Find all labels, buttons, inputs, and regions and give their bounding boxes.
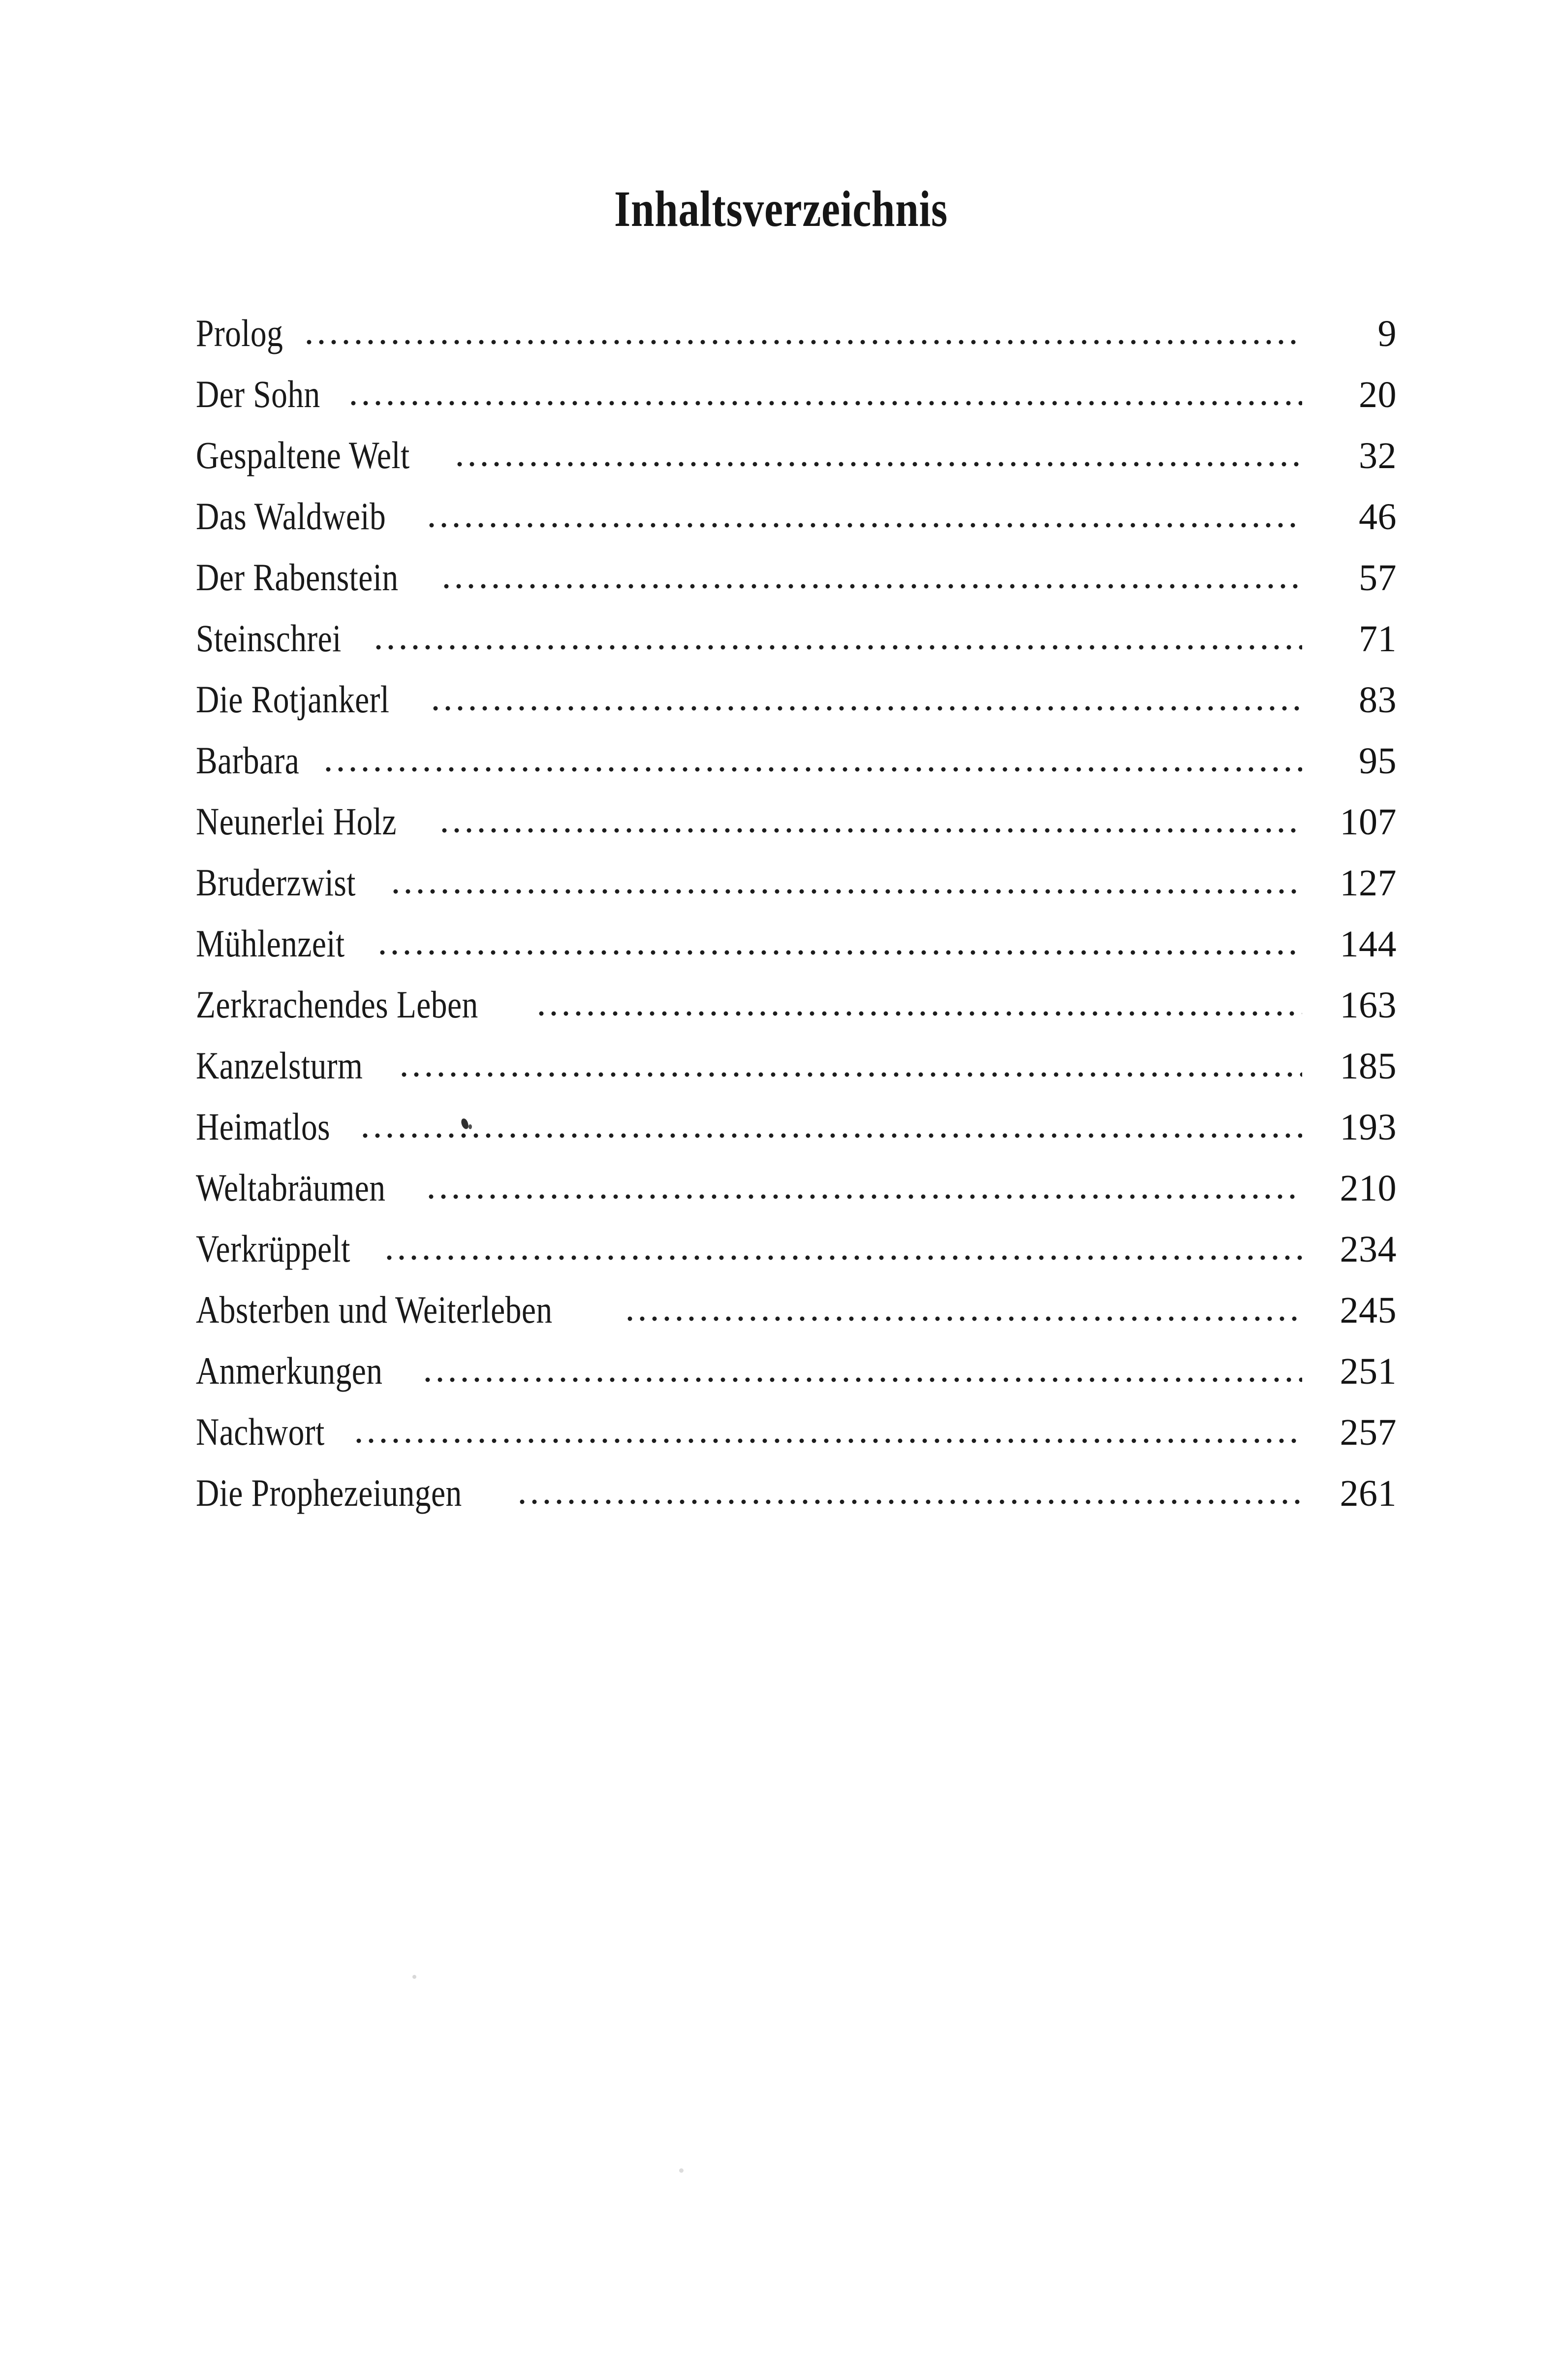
- page-title: Inhaltsverzeichnis: [614, 181, 948, 237]
- toc-entry[interactable]: [196, 1044, 1397, 1108]
- toc-entry[interactable]: [196, 680, 1397, 741]
- toc-dot-leader: [307, 338, 1302, 346]
- toc-entry-label: Steinschrei: [196, 617, 342, 660]
- toc-entry-label: Prolog: [196, 312, 283, 354]
- toc-entry-label: Barbara: [196, 739, 300, 782]
- toc-entry-page-number: 210: [1340, 1168, 1397, 1209]
- toc-entry-page-number: 107: [1340, 801, 1397, 843]
- toc-entry-label: Bruderzwist: [196, 861, 356, 904]
- toc-dot-leader: [356, 1437, 1302, 1445]
- toc-entry[interactable]: [196, 1349, 1397, 1413]
- toc-entry-page-number: 163: [1340, 984, 1397, 1026]
- toc-entry[interactable]: [196, 863, 1397, 924]
- toc-entry-page-number: 57: [1359, 557, 1397, 599]
- toc-entry-label: Zerkrachendes Leben: [196, 983, 478, 1026]
- toc-dot-leader: [351, 399, 1302, 407]
- toc-entry-label: Weltabräumen: [196, 1166, 386, 1209]
- table-of-contents-list: [196, 314, 1397, 1535]
- toc-entry-label: Anmerkungen: [196, 1349, 383, 1392]
- toc-entry[interactable]: [196, 802, 1397, 863]
- toc-dot-leader: [433, 704, 1302, 712]
- toc-entry-label: Der Rabenstein: [196, 556, 399, 599]
- toc-entry[interactable]: [196, 1166, 1397, 1230]
- toc-entry-label: Heimatlos: [196, 1105, 331, 1148]
- toc-entry-page-number: 127: [1340, 862, 1397, 904]
- toc-entry-label: Das Waldweib: [196, 495, 386, 538]
- toc-entry-label: Nachwort: [196, 1410, 325, 1453]
- toc-entry[interactable]: [196, 558, 1397, 619]
- toc-dot-leader: [393, 888, 1302, 895]
- toc-dot-leader: [539, 1010, 1302, 1017]
- toc-entry-page-number: 234: [1340, 1229, 1397, 1270]
- toc-entry-page-number: 245: [1340, 1290, 1397, 1331]
- toc-entry-page-number: 20: [1359, 374, 1397, 415]
- toc-entry-page-number: 193: [1340, 1107, 1397, 1148]
- toc-dot-leader: [429, 1193, 1302, 1201]
- toc-entry[interactable]: [196, 1105, 1397, 1169]
- toc-dot-leader: [627, 1315, 1302, 1323]
- toc-entry-label: Neunerlei Holz: [196, 800, 397, 843]
- toc-entry-label: Die Prophezeiungen: [196, 1471, 462, 1514]
- toc-dot-leader: [387, 1254, 1302, 1262]
- toc-entry[interactable]: [196, 924, 1397, 985]
- toc-entry[interactable]: [196, 985, 1397, 1047]
- toc-dot-leader: [425, 1376, 1302, 1384]
- toc-entry[interactable]: [196, 497, 1397, 558]
- toc-entry[interactable]: [196, 314, 1397, 375]
- toc-entry-label: Gespaltene Welt: [196, 434, 410, 476]
- toc-entry-page-number: 32: [1359, 435, 1397, 476]
- toc-dot-leader: [520, 1498, 1302, 1506]
- toc-entry[interactable]: [196, 1227, 1397, 1291]
- toc-entry-label: Die Rotjankerl: [196, 678, 390, 721]
- scan-artifact-speck-secondary: [469, 1124, 472, 1129]
- toc-dot-leader: [363, 1132, 1302, 1140]
- toc-entry-page-number: 251: [1340, 1351, 1397, 1392]
- toc-dot-leader: [457, 460, 1302, 468]
- toc-entry[interactable]: [196, 1410, 1397, 1474]
- toc-entry-label: Absterben und Weiterleben: [196, 1288, 553, 1331]
- toc-entry[interactable]: [196, 741, 1397, 802]
- toc-entry-page-number: 95: [1359, 740, 1397, 782]
- toc-entry-page-number: 144: [1340, 923, 1397, 965]
- toc-dot-leader: [442, 826, 1302, 834]
- toc-entry-page-number: 185: [1340, 1046, 1397, 1087]
- toc-entry-page-number: 261: [1340, 1473, 1397, 1514]
- toc-entry[interactable]: [196, 1288, 1397, 1352]
- toc-dot-leader: [380, 949, 1302, 956]
- toc-dot-leader: [376, 643, 1302, 651]
- toc-entry-label: Mühlenzeit: [196, 922, 345, 965]
- toc-entry-label: Kanzelsturm: [196, 1044, 363, 1087]
- toc-entry[interactable]: [196, 1471, 1397, 1535]
- toc-entry-page-number: 257: [1340, 1412, 1397, 1453]
- toc-entry-label: Verkrüppelt: [196, 1227, 350, 1270]
- toc-entry[interactable]: [196, 436, 1397, 497]
- toc-entry-page-number: 83: [1359, 679, 1397, 721]
- toc-dot-leader: [402, 1071, 1302, 1079]
- toc-dot-leader: [444, 582, 1302, 590]
- toc-entry-page-number: 46: [1359, 496, 1397, 538]
- toc-entry[interactable]: [196, 619, 1397, 680]
- toc-entry-page-number: 9: [1377, 313, 1397, 354]
- toc-entry-page-number: 71: [1359, 618, 1397, 660]
- toc-entry-label: Der Sohn: [196, 373, 320, 415]
- scan-artifact-faint-dot-lower: [412, 1975, 416, 1979]
- toc-entry[interactable]: [196, 375, 1397, 436]
- toc-dot-leader: [326, 765, 1302, 773]
- toc-dot-leader: [429, 521, 1302, 529]
- scan-artifact-faint-dot-bottom: [679, 2168, 684, 2173]
